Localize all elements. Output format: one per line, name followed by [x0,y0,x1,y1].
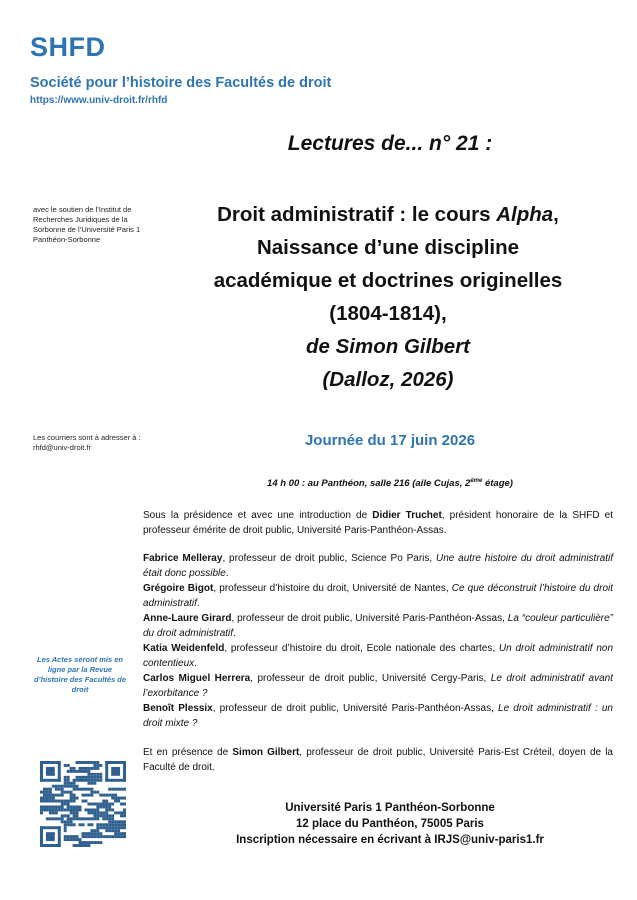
title-line3: académique et doctrines originelles [213,269,563,292]
list-item [143,671,613,701]
speaker-name: Carlos Miguel Herrera [143,673,251,684]
speaker-name: Fabrice Melleray [143,553,223,564]
speaker-talk: Le droit administratif : un droit mixte ? [143,703,613,729]
title-line1-italic: Alpha [496,203,554,226]
title-line1-post: , [553,203,559,226]
speaker-role: , professeur d’histoire du droit, Ecole nationale des chartes, [224,643,499,654]
speakers-list [143,551,613,731]
intro-paragraph [143,508,613,538]
title-publisher: (Dalloz, 2026) [322,368,454,391]
footer-university: Université Paris 1 Panthéon-Sorbonne [285,802,495,814]
speaker-name: Benoît Plessix [143,703,213,714]
society-name: Société pour l’histoire des Facultés de droit [30,75,332,91]
book-title [138,198,637,396]
speaker-end: . [196,598,200,609]
speaker-talk: Ce que déconstruit l’histoire du droit administratif [143,583,614,609]
speaker-end: . [233,628,236,639]
speaker-end: . [194,658,197,669]
event-date: Journée du 17 juin 2026 [304,432,476,449]
speaker-talk: Un droit administratif non contentieux [143,643,614,669]
intro-post: , président honoraire de la SHFD et professeur émérite de droit public, Université Paris-Panthéon-Assas. [143,510,613,536]
closing-pre: Et en présence de [143,747,233,758]
intro-pre: Sous la présidence et avec une introduction de [143,510,373,521]
time-sup: ème [470,478,483,484]
list-item [143,611,613,641]
closing-post: , professeur de droit public, Université Paris-Est Créteil, doyen de la Faculté de droit. [143,747,613,773]
speaker-role: , professeur de droit public, Université Paris-Panthéon-Assas, [212,703,499,714]
speaker-role: , professeur de droit public, Science Po Paris, [222,553,436,564]
closing-name: Simon Gilbert [232,747,300,758]
time-pre: 14 h 00 : au Panthéon, salle 216 (aile Cujas, 2 [267,478,471,490]
list-item [143,581,613,611]
speaker-name: Anne-Laure Girard [143,613,232,624]
title-line1-pre: Droit administratif : le cours [217,203,497,226]
intro-name: Didier Truchet [372,510,442,521]
speaker-talk: La “couleur particulière” du droit administratif [143,613,613,639]
title-author: de Simon Gilbert [305,335,471,358]
speaker-name: Grégoire Bigot [143,583,214,594]
closing-paragraph [143,745,613,775]
title-line2: Naissance d’une discipline [256,236,520,259]
sidebar-soutien: avec le soutien de l’Institut de Recherches Juridiques de la Sorbonne de l’Université Paris 1 Panthéon-Sorbonne [33,205,141,244]
list-item [143,551,613,581]
title-line4: (1804-1814), [329,302,447,325]
speaker-role: , professeur d’histoire du droit, Université de Nantes, [213,583,452,594]
event-time-location [150,478,630,489]
speaker-end: . [225,568,229,579]
speaker-talk: Une autre histoire du droit administratif était donc possible [143,553,614,579]
qr-code-icon[interactable] [40,761,126,847]
speaker-talk: Le droit administratif avant l’exorbitance ? [143,673,613,699]
speaker-role: , professeur de droit public, Université Paris-Panthéon-Assas, [231,613,508,624]
speaker-name: Katia Weidenfeld [143,643,225,654]
footer-registration: Inscription nécessaire en écrivant à IRJS@univ-paris1.fr [236,834,544,846]
sidebar-courriers: Les courriers sont à adresser à : rhfd@univ-droit.fr [33,433,141,452]
list-item [143,641,613,671]
footer-address [150,800,630,848]
actes-journal: Revue d’histoire des Facultés de droit [33,665,127,694]
brand-title: SHFD [30,32,106,62]
time-post: étage) [482,478,513,490]
actes-text: Les Actes seront mis en ligne par la [36,655,123,674]
speaker-role: , professeur de droit public, Université Cergy-Paris, [250,673,491,684]
sidebar-actes [30,655,130,695]
website-link[interactable]: https://www.univ-droit.fr/rhfd [30,95,168,106]
footer-address-line: 12 place du Panthéon, 75005 Paris [296,818,484,830]
list-item [143,701,613,731]
lectures-heading: Lectures de... n° 21 : [287,132,493,155]
